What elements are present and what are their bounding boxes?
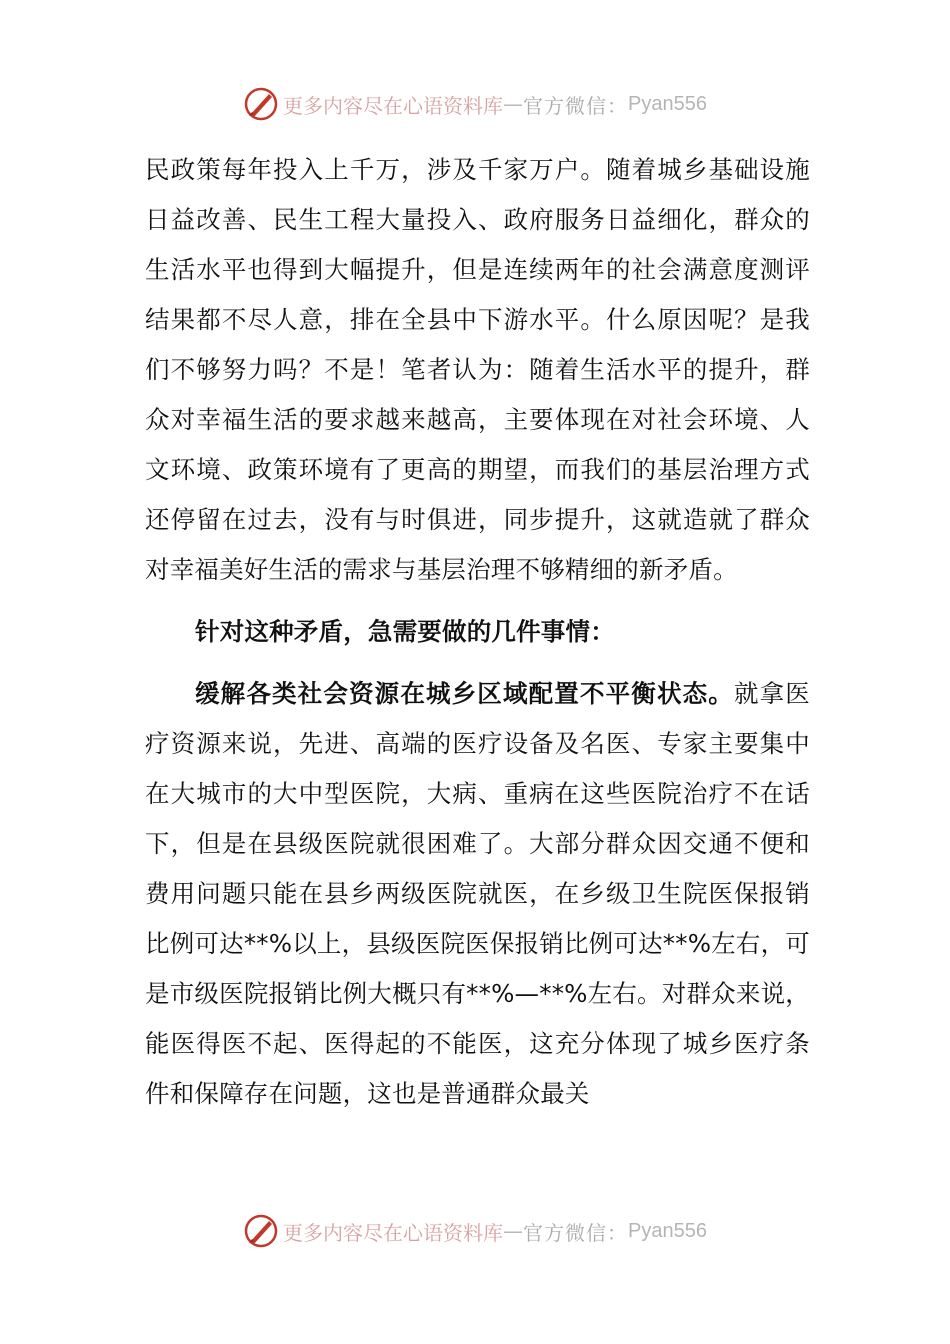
- watermark-label: 官方微信：: [523, 93, 629, 118]
- watermark-dash: —: [503, 1219, 524, 1243]
- paragraph-1: 民政策每年投入上千万，涉及千家万户。随着城乡基础设施日益改善、民生工程大量投入、政府服务日益细化，群众的生活水平也得到大幅提升，但是连续两年的社会满意度测评结果都不尽人意，排在全县中下游水平。什么原因呢？是我们不够努力吗？不是！笔者认为：随着生活水平的提升，群众对幸福生活的要求越来越高，主要体现在对社会环境、人文环境、政策环境有了更高的期望，而我们的基层治理方式还停留在过去，没有与时俱进，同步提升，这就造就了群众对幸福美好生活的需求与基层治理不够精细的新矛盾。: [145, 155, 810, 584]
- watermark-wechat-id: Pyan556: [628, 1219, 707, 1242]
- section-heading: 针对这种矛盾，急需要做的几件事情：: [195, 617, 615, 646]
- paragraph-3: [145, 669, 810, 1119]
- watermark-label: 官方微信：: [523, 1220, 629, 1245]
- watermark-wechat-id: Pyan556: [628, 92, 707, 115]
- pen-logo-icon: [243, 86, 279, 122]
- watermark-site: 更多内容尽在心语资料库: [283, 93, 504, 118]
- paragraph-3-text: 就拿医疗资源来说，先进、高端的医疗设备及名医、专家主要集中在大城市的大中型医院，大病、重病在这些医院治疗不在话下，但是在县级医院就很困难了。大部分群众因交通不便和费用问题只能在县乡两级医院就医，在乡级卫生院医保报销比例可达**%以上，县级医院医保报销比例可达**%左右，可是市级医院报销比例大概只有**%—**%左右。对群众来说，能医得医不起、医得起的不能医，这充分体现了城乡医疗条件和保障存在问题，这也是普通群众最关: [145, 679, 810, 1108]
- watermark-dash: —: [503, 92, 524, 116]
- document-body: [145, 145, 810, 1119]
- watermark-footer: [0, 1209, 950, 1253]
- paragraph-3-lead: 缓解各类社会资源在城乡区域配置不平衡状态。: [195, 679, 734, 708]
- watermark-site: 更多内容尽在心语资料库: [283, 1220, 504, 1245]
- pen-logo-icon: [243, 1213, 279, 1249]
- watermark-header: [0, 82, 950, 126]
